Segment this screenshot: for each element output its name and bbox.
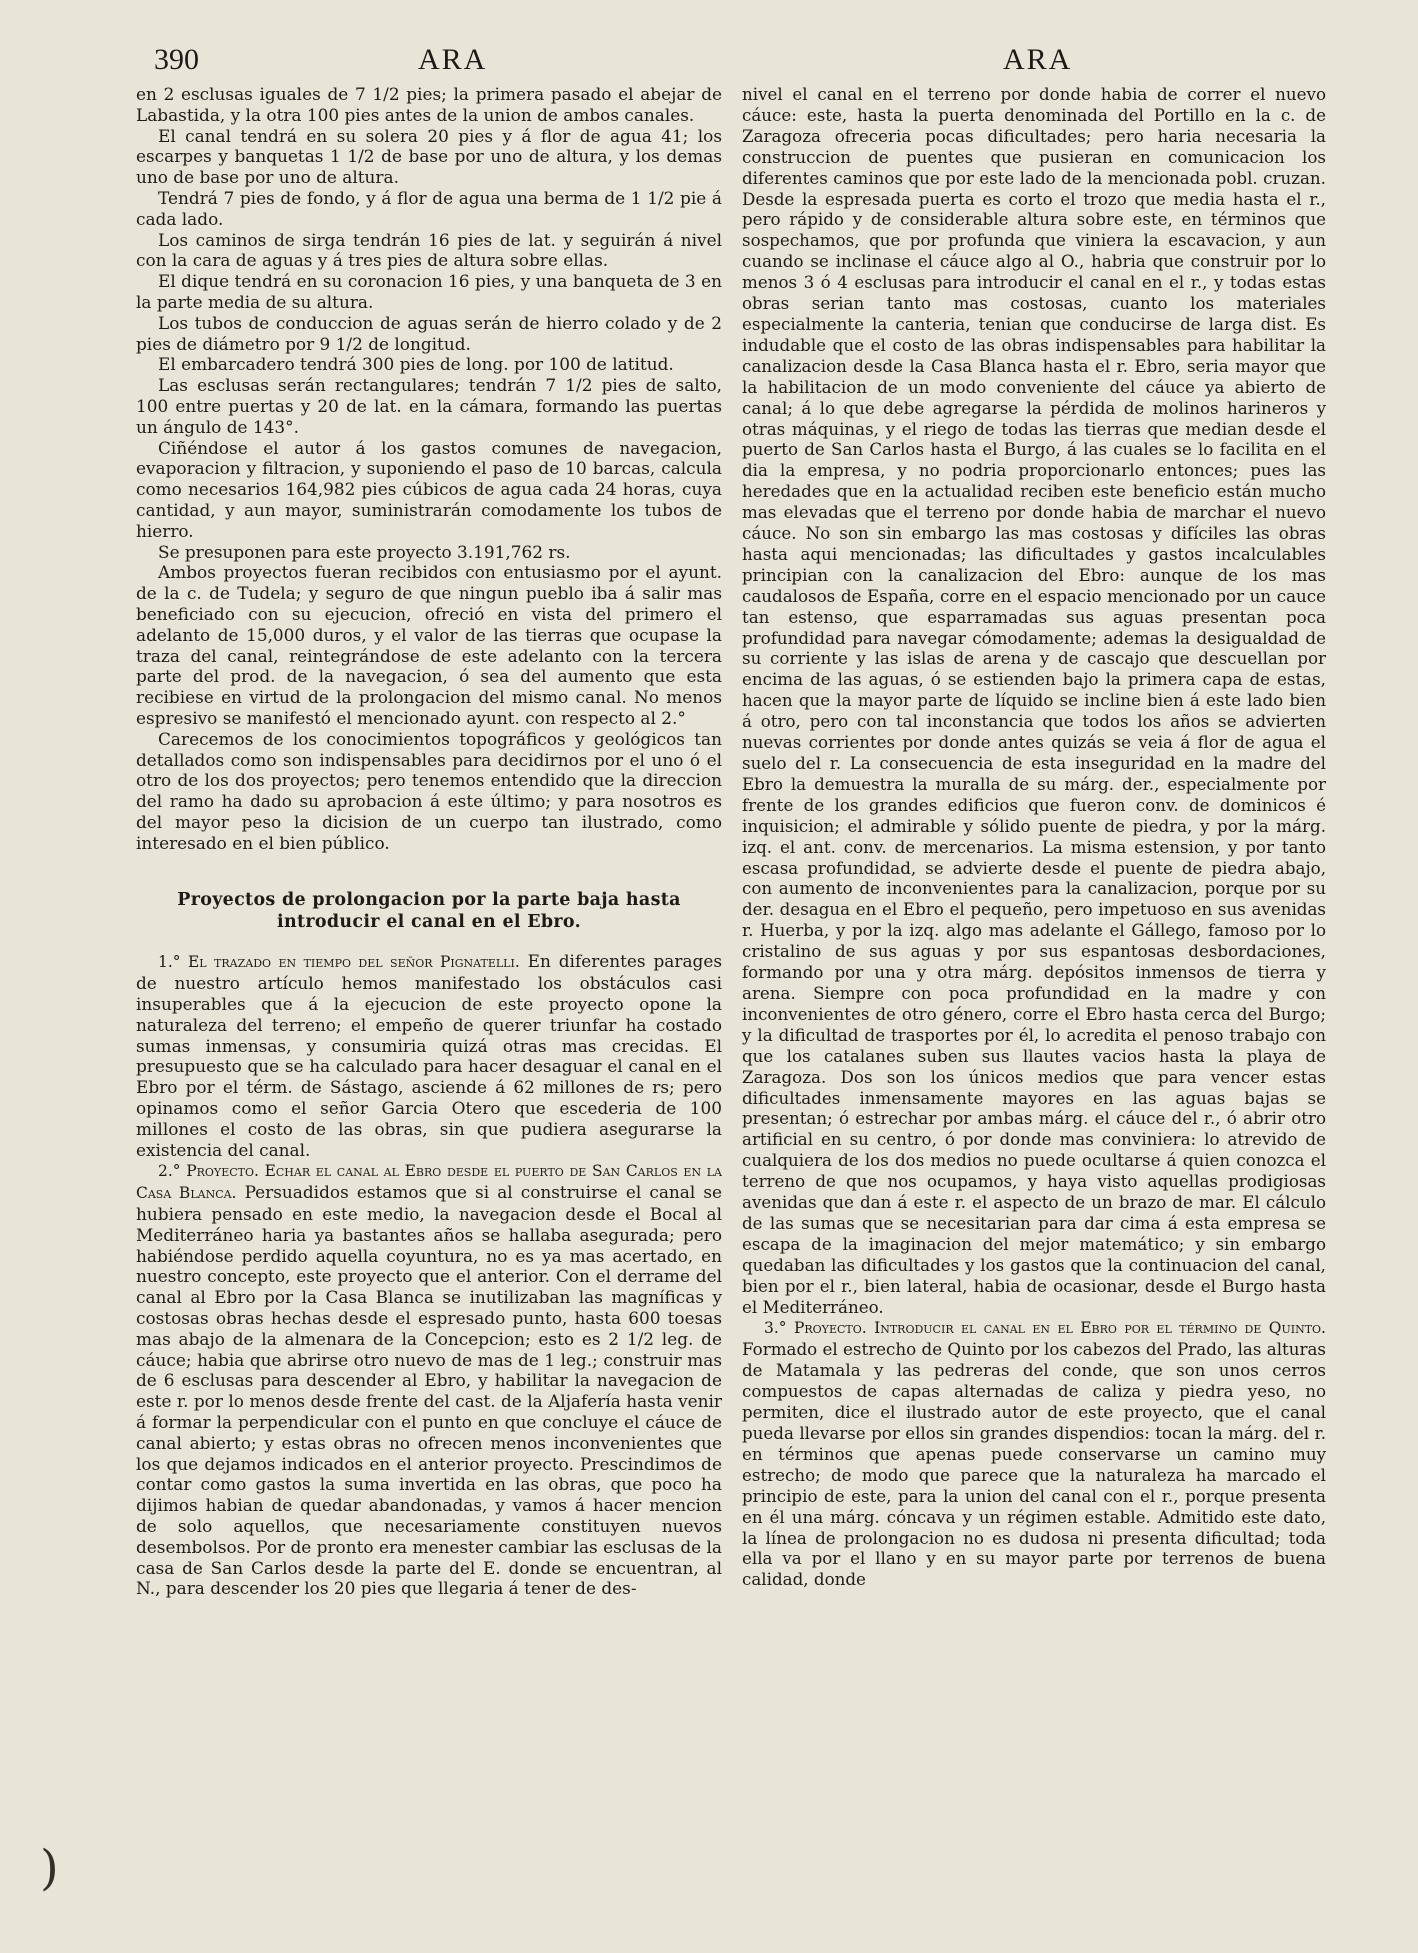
paragraph	[136, 951, 722, 1160]
paragraph	[136, 1160, 722, 1599]
paragraph: Tendrá 7 pies de fondo, y á flor de agua una berma de 1 1/2 pie á cada lado.	[136, 187, 722, 229]
subsection-label: 3.° Proyecto. Introducir el canal en el Ebro por el término de Quinto.	[764, 1319, 1326, 1338]
running-head-left: ARA	[418, 43, 488, 76]
section-heading: Proyectos de prolongacion por la parte baja hasta introducir el canal en el Ebro.	[177, 890, 681, 933]
paragraph: Los tubos de conduccion de aguas serán de hierro colado y de 2 pies de diámetro por 9 1/2 de longitud.	[136, 312, 722, 354]
paragraph: en 2 esclusas iguales de 7 1/2 pies; la primera pasado el abejar de Labastida, y la otra 100 pies antes de la union de ambos canales.	[136, 84, 722, 125]
subsection-text: Formado el estrecho de Quinto por los cabezos del Prado, las alturas de Matamala y las pedreras del conde, que son unos cerros compuestos de capas alternadas de caliza y piedra yeso, no permiten, dice el ilustrado autor de este proyecto, que el canal pueda llevarse por ellos sin grandes dispendios: tocan la márg. del r. en términos que apenas puede conservarse un camino muy estrecho; de modo que parece que la naturaleza ha marcado el principio de este, para la union del canal con el r., porque presenta en él una márg. cóncava y un régimen estable. Admitido este dato, la línea de prolongacion no es dudosa ni presenta dificultad; toda ella va por el llano y en su mayor parte por terrenos de buena calidad, donde	[742, 1339, 1326, 1590]
paragraph	[742, 1317, 1326, 1590]
paragraph: Ciñéndose el autor á los gastos comunes de navegacion, evaporacion y filtracion, y suponiendo el paso de 10 barcas, calcula como necesarios 164,982 pies cúbicos de agua cada 24 horas, cuya cantidad, y aun mayor, suministrarán comodamente los tubos de hierro.	[136, 437, 722, 541]
paragraph: El canal tendrá en su solera 20 pies y á flor de agua 41; los escarpes y banquetas 1 1/2 de base por uno de altura, y los demas uno de base por uno de altura.	[136, 125, 722, 188]
subsection-label: 1.° El trazado en tiempo del señor Pignatelli.	[158, 953, 520, 972]
margin-pencil-mark: )	[40, 1840, 59, 1896]
running-head-right: ARA	[1003, 43, 1073, 76]
right-column	[742, 84, 1326, 1590]
paragraph: Ambos proyectos fueran recibidos con entusiasmo por el ayunt. de la c. de Tudela; y seguro de que ningun pueblo iba á salir mas beneficiado con su ejecucion, ofreció en vista del primero el adelanto de 15,000 duros, y el valor de las tierras que ocupase la traza del canal, reintegrándose de este adelanto con la tercera parte del prod. de la navegacion, ó sea del aumento que esta recibiese en virtud de la prolongacion del mismo canal. No menos espresivo se manifestó el mencionado ayunt. con respecto al 2.°	[136, 562, 722, 728]
paragraph: Las esclusas serán rectangulares; tendrán 7 1/2 pies de salto, 100 entre puertas y 20 de lat. en la cámara, formando las puertas un ángulo de 143°.	[136, 375, 722, 437]
paragraph: Se presuponen para este proyecto 3.191,762 rs.	[158, 541, 571, 562]
paragraph: El embarcadero tendrá 300 pies de long. por 100 de latitud.	[158, 354, 674, 375]
paragraph: nivel el canal en el terreno por donde habia de correr el nuevo cáuce: este, hasta la puerta denominada del Portillo en la c. de Zaragoza ofreceria pocas dificultades; pero haria necesaria la construccion de puentes que pusieran en comunicacion los diferentes caminos que por este lado de la mencionada pobl. cruzan. Desde la espresada puerta es corto el trozo que media hasta el r., pero rápido y de considerable altura sobre este, en términos que sospechamos, que por profunda que viniera la escavacion, y aun cuando se inclinase el cáuce algo al O., habria que construir por lo menos 3 ó 4 esclusas para introducir el canal en el r., y todas estas obras serian tanto mas costosas, cuanto los materiales especialmente la canteria, tenian que conducirse de larga dist. Es indudable que el costo de las obras indispensables para habilitar la canalizacion desde la Casa Blanca hasta el r. Ebro, seria mayor que la habilitacion de un modo conveniente del cáuce ya abierto de canal; á lo que debe agregarse la pérdida de molinos harineros y otras máquinas, y el riego de todas las tierras que median desde el puerto de San Carlos hasta el Burgo, á las cuales se lo facilita en el dia la empresa, y no podria proporcionarlo entonces; pues las heredades que en la actualidad reciben este beneficio están mucho mas elevadas que el terreno por donde habia de marchar el nuevo cáuce. No son sin embargo las mas costosas y difíciles las obras hasta aqui mencionadas; las dificultades y gastos incalculables principian con la canalizacion del Ebro: aunque de los mas caudalosos de España, corre en el espacio mencionado por un cauce tan estenso, que esparramadas sus aguas presentan poca profundidad para navegar cómodamente; ademas la desigualdad de su corriente y las islas de arena y de cascajo que descuellan por encima de las aguas, ó se estienden bajo la primera capa de estas, hacen que la mayor parte de líquido se incline bien á este lado bien á otro, pero con tal inconstancia que todos los años se advierten nuevas corrientes por donde antes quizás se veia á flor de agua el suelo del r. La consecuencia de esta inseguridad en la madre del Ebro la demuestra la muralla de su márg. der., especialmente por frente de los grandes edificios que fueron conv. de dominicos é inquisicion; el admirable y sólido puente de piedra, y por la márg. izq. el ant. conv. de mercenarios. La misma estension, y por tanto escasa profundidad, se advierte desde el puente de piedra abajo, con aumento de inconvenientes para la canalizacion, porque por su der. desagua en el Ebro el pequeño, pero impetuoso en sus avenidas r. Huerba, y por la izq. algo mas adelante el Gállego, famoso por lo cristalino de sus aguas y por sus espantosas desbordaciones, formando por una y otra márg. depósitos inmensos de tierra y arena. Siempre con poca profundidad en la madre y con inconvenientes de otro género, corre el Ebro hasta cerca del Burgo; y la dificultad de trasportes por él, lo acredita el penoso trabajo con que los catalanes suben sus llautes vacios hasta la playa de Zaragoza. Dos son los únicos medios que para vencer estas dificultades inmensamente mayores en las aguas bajas se presentan; ó estrechar por ambas márg. el cáuce del r., ó abrir otro artificial en su centro, ó por donde mas conviniera: lo atrevido de cualquiera de los dos medios no puede ocultarse á quien conozca el terreno de que nos ocupamos, y haya visto aquellas prodigiosas avenidas que dan á este r. el aspecto de un brazo de mar. El cálculo de las sumas que se necesitarian para dar cima á esta empresa se escapa de la imaginacion del mejor matemático; y sin embargo quedaban las dificultades y los gastos que la continuacion del canal, bien por el r., bien lateral, habia de ocasionar, desde el Burgo hasta el Mediterráneo.	[742, 84, 1326, 1317]
subsection-text: En diferentes parages de nuestro artículo hemos manifestado los obstáculos casi insuperables que á la ejecucion de este proyecto opone la naturaleza del terreno; el empeño de querer triunfar ha costado sumas inmensas, y consumiria quizá otras mas crecidas. El presupuesto que se ha calculado para hacer desaguar el canal en el Ebro por el térm. de Sástago, asciende á 62 millones de rs; pero opinamos como el señor Garcia Otero que escederia de 100 millones el costo de las obras, sin que pudiera asegurarse la existencia del canal.	[136, 951, 722, 1160]
paragraph: Los caminos de sirga tendrán 16 pies de lat. y seguirán á nivel con la cara de aguas y á tres pies de altura sobre ellas.	[136, 229, 722, 271]
subsection-label: 2.° Proyecto. Echar el canal al Ebro desde el puerto de San Carlos en la Casa Blanca.	[136, 1162, 722, 1203]
left-column	[136, 84, 722, 1599]
subsection-text: Persuadidos estamos que si al construirse el canal se hubiera pensado en este medio, la navegacion desde el Bocal al Mediterráneo haria ya bastantes años se hallaba asegurada; pero habiéndose perdido aquella coyuntura, no es ya mas acertado, en nuestro concepto, este proyecto que el anterior. Con el derrame del canal al Ebro por la Casa Blanca se inutilizaban las magníficas y costosas obras hechas desde el espresado punto, hasta 600 toesas mas abajo de la almenara de la Concepcion; esto es 2 1/2 leg. de cáuce; habia que abrirse otro nuevo de mas de 1 leg.; construir mas de 6 esclusas para descender al Ebro, y habilitar la navegacion de este r. por lo menos desde frente del cast. de la Aljafería hasta venir á formar la perpendicular con el punto en que concluye el cáuce de canal abierto; y estas obras no ofrecen menos inconvenientes que los que dejamos indicados en el anterior proyecto. Prescindimos de contar como gastos la suma invertida en las obras, que poco ha dijimos habian de quedar abandonadas, y vamos á hacer mencion de solo aquellos, que necesariamente constituyen nuevos desembolsos. Por de pronto era menester cambiar las esclusas de la casa de San Carlos desde la parte del E. donde se encuentran, al N., para descender los 20 pies que llegaria á tener de des-	[136, 1182, 722, 1599]
page-number: 390	[154, 43, 199, 76]
paragraph: El dique tendrá en su coronacion 16 pies, y una banqueta de 3 en la parte media de su altura.	[136, 271, 722, 312]
paragraph: Carecemos de los conocimientos topográficos y geológicos tan detallados como son indispensables para decidirnos por el uno ó el otro de los dos proyectos; pero tenemos entendido que la direccion del ramo ha dado su aprobacion á este último; y para nosotros es del mayor peso la dicision de un cuerpo tan ilustrado, como interesado en el bien público.	[136, 728, 722, 853]
